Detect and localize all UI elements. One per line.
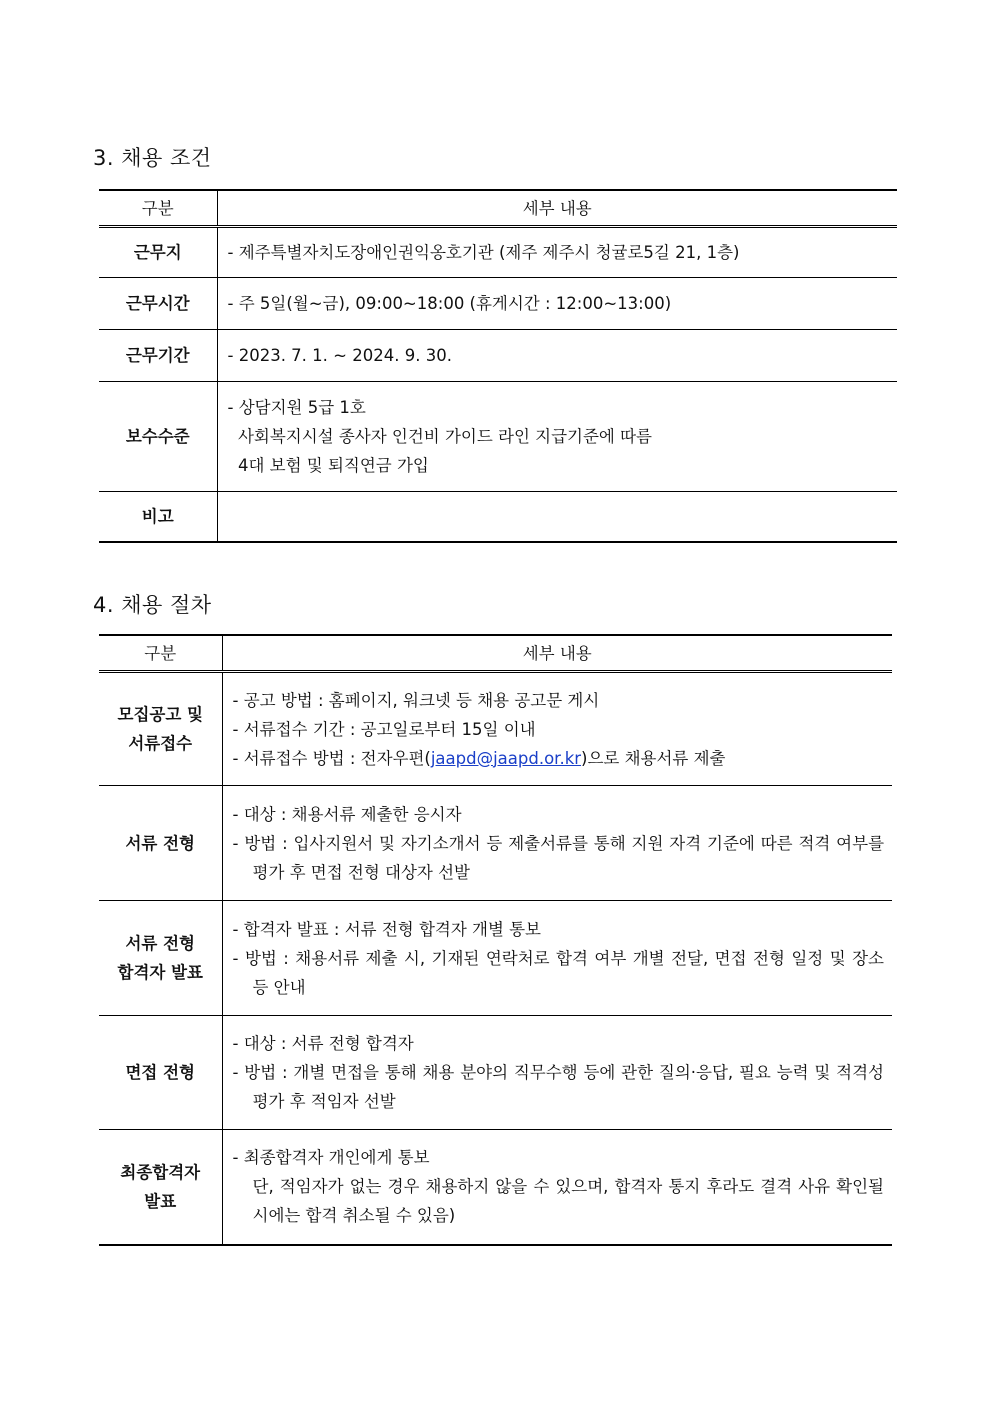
bullet-text: 최종합격자 개인에게 통보: [243, 1148, 430, 1168]
row-text: - 2023. 7. 1. ~ 2024. 9. 30.: [227, 346, 452, 365]
bullet-text: 공고 방법 : 홈페이지, 워크넷 등 채용 공고문 게시: [243, 690, 600, 710]
table-row: 면접 전형 - 대상 : 서류 전형 합격자 - 방법 : 개별 면접을 통해 채용 분야의 직무수행 등에 관한 질의·응답, 필요 능력 및 적격성 평가 후 적임자 선발: [99, 1016, 892, 1130]
table-row: [99, 278, 897, 330]
row-label-final-result-2: 발표: [144, 1191, 177, 1211]
bullet-text: 방법 : 입사지원서 및 자기소개서 등 제출서류를 통해 지원 자격 기준에 따른 적격 여부를 평가 후 면접 전형 대상자 선발: [244, 833, 885, 882]
bullet-text: 방법 : 개별 면접을 통해 채용 분야의 직무수행 등에 관한 질의·응답, 필요 능력 및 적격성 평가 후 적임자 선발: [244, 1063, 884, 1111]
row-label-salary: 보수수준: [99, 382, 217, 492]
row-label-work-period: 근무기간: [99, 330, 217, 382]
row-text: - 주 5일(월~금), 09:00~18:00 (휴게시간 : 12:00~13:00): [227, 294, 672, 313]
row-text: 4대 보험 및 퇴직연금 가입: [227, 456, 429, 475]
table-row: 서류 전형 합격자 발표 - 합격자 발표 : 서류 전형 합격자 개별 통보 - 방법 : 채용서류 제출 시, 기재된 연락처로 합격 여부 개별 전달, 면접 전형 일정 및 장소 등 안내: [99, 901, 892, 1016]
row-text: 사회복지시설 종사자 인건비 가이드 라인 지급기준에 따름: [227, 427, 652, 446]
table-row: [99, 492, 897, 542]
table-row: [99, 330, 897, 382]
table-row: 서류 전형 - 대상 : 채용서류 제출한 응시자 - 방법 : 입사지원서 및 자기소개서 등 제출서류를 통해 지원 자격 기준에 따른 적격 여부를 평가 후 면접 전형 대상자 선발: [99, 786, 892, 901]
table-header-details: 세부 내용: [217, 190, 897, 227]
section-title-employment-conditions: 3. 채용 조건: [93, 146, 212, 170]
row-label-document-screening: 서류 전형: [125, 833, 195, 853]
hiring-procedure-table: [99, 634, 892, 1246]
bullet-text: 대상 : 채용서류 제출한 응시자: [243, 804, 462, 824]
section-title-hiring-procedure: 4. 채용 절차: [93, 593, 212, 617]
row-label-work-hours: 근무시간: [99, 278, 217, 330]
row-label-recruitment: 모집공고 및: [117, 705, 203, 724]
table-header-details: 세부 내용: [222, 635, 892, 672]
row-text: - 상담지원 5급 1호: [227, 398, 366, 417]
table-header-category: 구분: [99, 635, 222, 672]
bullet-text: 합격자 발표 : 서류 전형 합격자 개별 통보: [243, 919, 542, 939]
bullet-text: 서류접수 방법 : 전자우편(: [243, 748, 431, 768]
bullet-text: 대상 : 서류 전형 합격자: [243, 1034, 414, 1053]
continuation-text: 단, 적임자가 없는 경우 채용하지 않을 수 있으며, 합격자 통지 후라도 결격 사유 확인될 시에는 합격 취소될 수 있음): [252, 1177, 884, 1226]
employment-conditions-table: [99, 189, 897, 543]
row-label-document-result-2: 합격자 발표: [117, 963, 203, 982]
row-label-interview: 면접 전형: [125, 1063, 195, 1082]
bullet-text: )으로 채용서류 제출: [581, 748, 726, 768]
bullet-text: 서류접수 기간 : 공고일로부터 15일 이내: [243, 719, 536, 739]
row-label-recruitment-2: 서류접수: [128, 734, 193, 753]
row-label-document-result: 서류 전형: [125, 934, 195, 953]
bullet-text: 방법 : 채용서류 제출 시, 기재된 연락처로 합격 여부 개별 전달, 면접 전형 일정 및 장소 등 안내: [244, 948, 885, 997]
table-row: 최종합격자 발표 - 최종합격자 개인에게 통보 단, 적임자가 없는 경우 채용하지 않을 수 있으며, 합격자 통지 후라도 결격 사유 확인될 시에는 합격 취소될 수 있음): [99, 1130, 892, 1245]
row-remarks-empty: [217, 492, 897, 542]
row-label-final-result: 최종합격자: [120, 1162, 201, 1182]
row-label-workplace: 근무지: [99, 227, 217, 278]
email-link[interactable]: jaapd@jaapd.or.kr: [430, 748, 582, 768]
table-row: [99, 227, 897, 278]
table-row: [99, 382, 897, 492]
row-label-remarks: 비고: [99, 492, 217, 542]
table-header-category: 구분: [99, 190, 217, 227]
table-row: 모집공고 및 서류접수 - 공고 방법 : 홈페이지, 워크넷 등 채용 공고문 게시 - 서류접수 기간 : 공고일로부터 15일 이내 - 서류접수 방법 : 전자우편(jaapd@jaapd.or.kr)으로 채용서류 제출: [99, 672, 892, 786]
row-text: - 제주특별자치도장애인권익옹호기관 (제주 제주시 청귤로5길 21, 1층): [227, 243, 740, 262]
